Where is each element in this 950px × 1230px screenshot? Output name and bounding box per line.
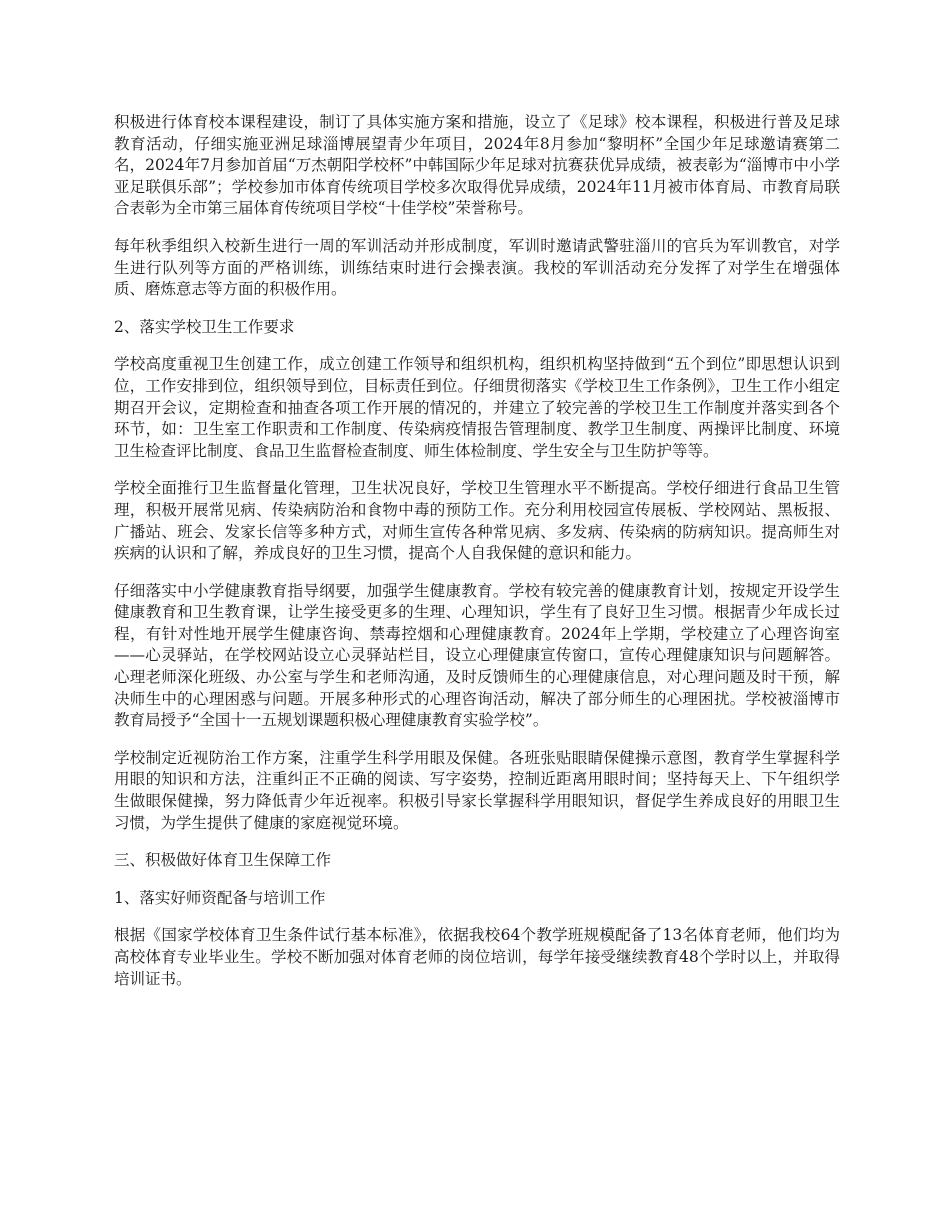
paragraph-hygiene-supervision: 学校全面推行卫生监督量化管理，卫生状况良好，学校卫生管理水平不断提高。学校仔细进行食品卫生管理，积极开展常见病、传染病防治和食物中毒的预防工作。充分利用校园宣传展板、学校网站、黑板报、广播站、班会、发家长信等多种方式，对师生宣传各种常见病、多发病、传染病的防病知识。提高师生对疾病的认识和了解，养成良好的卫生习惯，提高个人自我保健的意识和能力。 (114, 479, 840, 563)
section-heading-teacher-staffing: 1、落实好师资配备与培训工作 (114, 888, 326, 907)
paragraph-military-training: 每年秋季组织入校新生进行一周的军训活动并形成制度，军训时邀请武警驻淄川的官兵为军训教官，对学生进行队列等方面的严格训练，训练结束时进行会操表演。我校的军训活动充分发挥了对学生在增强体质、磨炼意志等方面的积极作用。 (114, 236, 840, 299)
section-heading-hygiene-requirements: 2、落实学校卫生工作要求 (114, 317, 295, 336)
document-page (114, 112, 840, 1006)
paragraph-teacher-staffing: 根据《国家学校体育卫生条件试行基本标准》，依据我校64个教学班规模配备了13名体育老师，他们均为高校体育专业毕业生。学校不断加强对体育老师的岗位培训，每学年接受继续教育48个学时以上，并取得培训证书。 (114, 926, 840, 988)
section-heading-guarantee-work: 三、积极做好体育卫生保障工作 (114, 851, 332, 870)
paragraph-myopia-prevention: 学校制定近视防治工作方案，注重学生科学用眼及保健。各班张贴眼睛保健操示意图，教育学生掌握科学用眼的知识和方法，注重纠正不正确的阅读、写字姿势，控制近距离用眼时间；坚持每天上、下午组织学生做眼保健操，努力降低青少年近视率。积极引导家长掌握科学用眼知识，督促学生养成良好的用眼卫生习惯，为学生提供了健康的家庭视觉环境。 (114, 748, 840, 832)
paragraph-health-education: 仔细落实中小学健康教育指导纲要，加强学生健康教育。学校有较完善的健康教育计划，按规定开设学生健康教育和卫生教育课，让学生接受更多的生理、心理知识，学生有了良好卫生习惯。根据青少年成长过程，有针对性地开展学生健康咨询、禁毒控烟和心理健康教育。2024年上学期，学校建立了心理咨询室——心灵驿站，在学校网站设立心灵驿站栏目，设立心理健康宣传窗口，宣传心理健康知识与问题解答。心理老师深化班级、办公室与学生和老师沟通，及时反馈师生的心理健康信息，对心理问题及时干预，解决师生中的心理困惑与问题。开展多种形式的心理咨询活动，解决了部分师生的心理困扰。学校被淄博市教育局授予“全国十一五规划课题积极心理健康教育实验学校”。 (114, 581, 840, 730)
paragraph-hygiene-construction: 学校高度重视卫生创建工作，成立创建工作领导和组织机构，组织机构坚持做到“五个到位”即思想认识到位，工作安排到位，组织领导到位，目标责任到位。仔细贯彻落实《学校卫生工作条例》，卫生工作小组定期召开会议，定期检查和抽查各项工作开展的情况的，并建立了较完善的学校卫生工作制度并落实到各个环节，如：卫生室工作职责和工作制度、传染病疫情报告管理制度、教学卫生制度、两操评比制度、环境卫生检查评比制度、食品卫生监督检查制度、师生体检制度、学生安全与卫生防护等等。 (114, 355, 840, 460)
paragraph-football-curriculum: 积极进行体育校本课程建设，制订了具体实施方案和措施，设立了《足球》校本课程，积极进行普及足球教育活动，仔细实施亚洲足球淄博展望青少年项目，2024年8月参加“黎明杯”全国少年足球邀请赛第二名，2024年7月参加首届“万杰朝阳学校杯”中韩国际少年足球对抗赛获优异成绩，被表彰为“淄博市中小学亚足联俱乐部”；学校参加市体育传统项目学校多次取得优异成绩，2024年11月被市体育局、市教育局联合表彰为全市第三届体育传统项目学校“十佳学校”荣誉称号。 (114, 113, 840, 218)
